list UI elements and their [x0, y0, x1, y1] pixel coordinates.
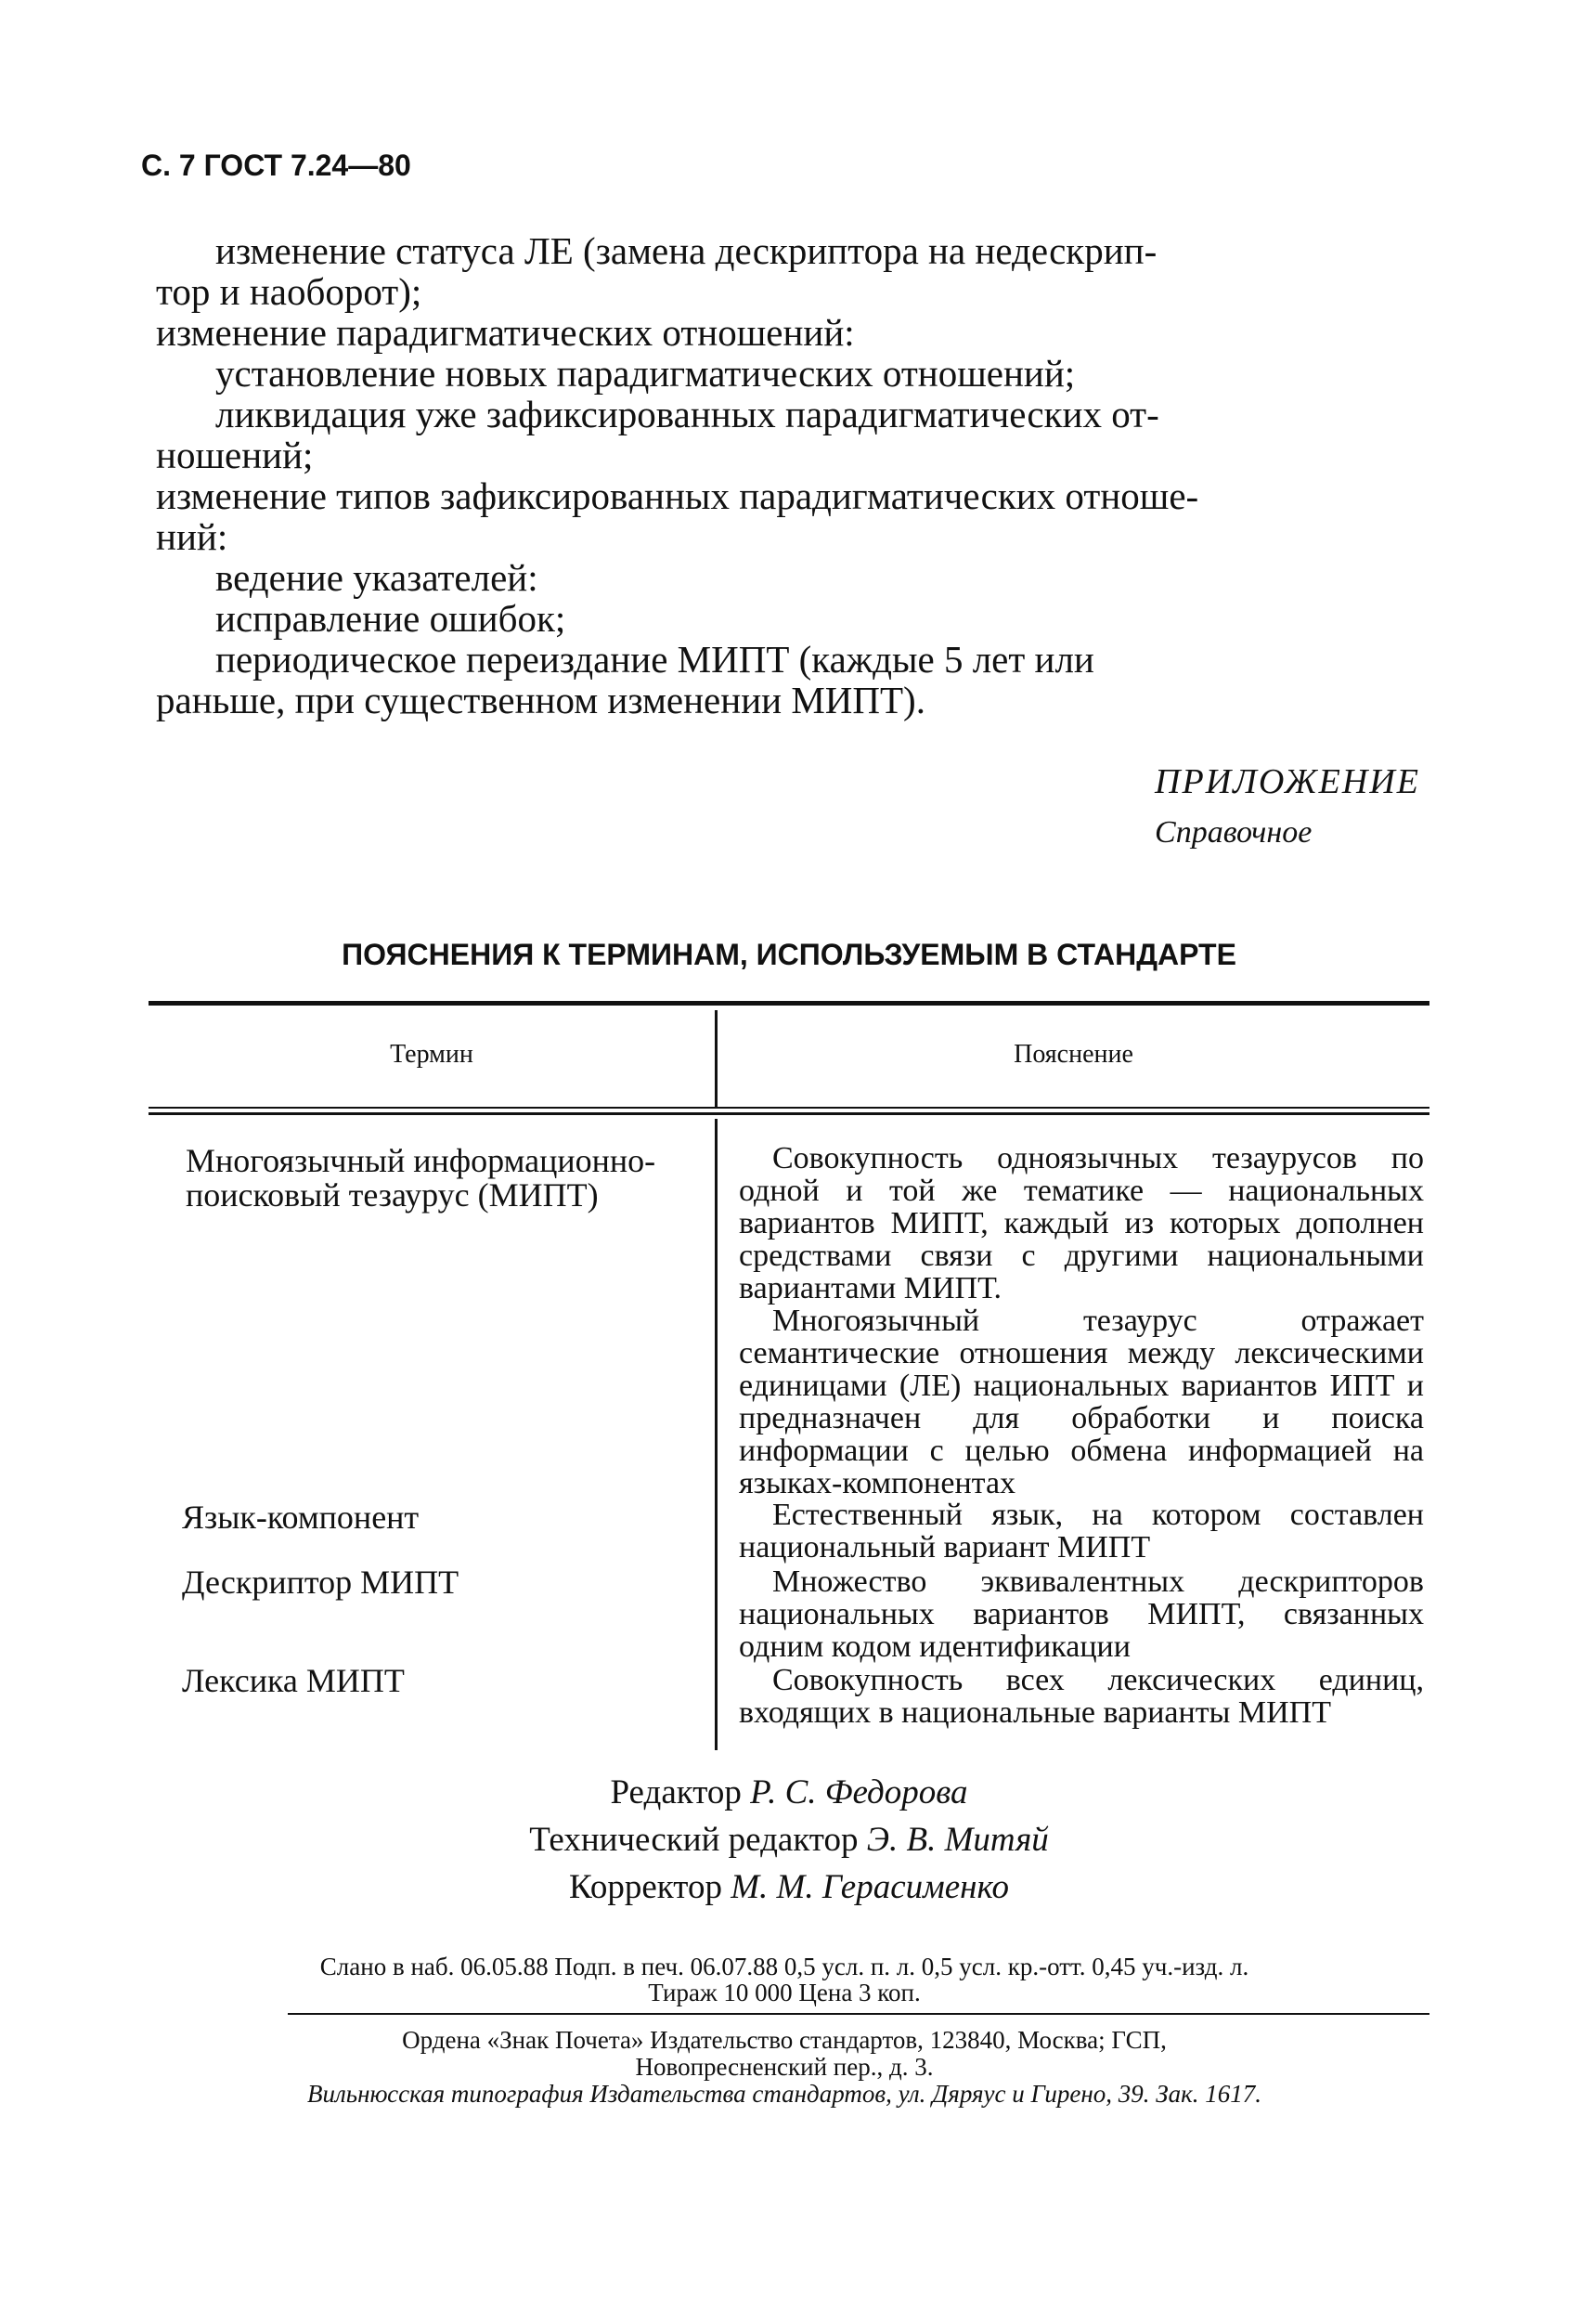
explanation-text: Многоязычный тезаурус отражает семантические отношения между лексическими единицами (ЛЕ) национальных вариантов ИПТ и предназначен для обработки и поиска информации с целью обмена информацией на языках-компонентах	[739, 1304, 1424, 1500]
body-line: исправление ошибок;	[215, 597, 566, 640]
body-line: ведение указателей:	[215, 556, 538, 599]
body-line: ношений;	[156, 434, 314, 476]
table-body-divider	[715, 1119, 718, 1750]
appendix-title: ПРИЛОЖЕНИЕ	[1155, 762, 1420, 801]
table-top-rule	[149, 1001, 1429, 1006]
editor-line	[0, 1863, 1578, 1911]
publisher-line: Вильнюсская типография Издательства стандартов, ул. Дяряус и Гирено, 39. Зак. 1617.	[307, 2080, 1261, 2108]
table-row-explanation	[739, 1664, 1424, 1729]
table-row-explanation	[739, 1142, 1424, 1500]
term-text: Многоязычный информационно- поисковый тезаурус (МИПТ)	[186, 1142, 656, 1214]
body-text	[156, 229, 1422, 721]
column-header-term: Термин	[390, 1040, 473, 1069]
table-title: ПОЯСНЕНИЯ К ТЕРМИНАМ, ИСПОЛЬЗУЕМЫМ В СТАНДАРТЕ	[342, 938, 1236, 971]
editor-line	[0, 1816, 1578, 1863]
publisher-line: Ордена «Знак Почета» Издательство стандартов, 123840, Москва; ГСП,	[402, 2026, 1167, 2054]
explanation-text: Совокупность одноязычных тезаурусов по одной и той же тематике — национальных вариантов МИПТ, каждый из которых дополнен средствами связи с другими национальными вариантами МИПТ.	[739, 1141, 1424, 1305]
body-line: тор и наоборот);	[156, 270, 422, 313]
table-row-term: Лексика МИПТ	[182, 1662, 405, 1699]
body-line: ликвидация уже зафиксированных парадигматических от-	[215, 393, 1159, 435]
explanation-text: Совокупность всех лексических единиц, входящих в национальные варианты МИПТ	[739, 1663, 1424, 1730]
explanation-text: Естественный язык, на котором составлен национальный вариант МИПТ	[739, 1498, 1424, 1564]
body-line: раньше, при существенном изменении МИПТ).	[156, 679, 925, 721]
body-line: изменение статуса ЛЕ (замена дескриптора на недескрип-	[215, 229, 1158, 272]
editor-name: М. М. Герасименко	[731, 1868, 1009, 1906]
editor-name: Р. С. Федорова	[750, 1773, 968, 1811]
imprint-line: Тираж 10 000 Цена 3 коп.	[648, 1979, 921, 2006]
imprint-line: Слано в наб. 06.05.88 Подп. в печ. 06.07.88 0,5 усл. п. л. 0,5 усл. кр.-отт. 0,45 уч.-изд. л.	[319, 1953, 1249, 1980]
editor-role: Технический редактор	[529, 1821, 867, 1859]
appendix-label	[1155, 761, 1420, 850]
editor-name: Э. В. Митяй	[866, 1821, 1049, 1859]
body-line: ний:	[156, 515, 228, 558]
table-row-term: Дескриптор МИПТ	[182, 1564, 459, 1601]
table-header-rule	[149, 1112, 1429, 1115]
table-row-explanation	[739, 1499, 1424, 1564]
body-line: периодическое переиздание МИПТ (каждые 5 лет или	[215, 638, 1094, 681]
table-row-explanation	[739, 1565, 1424, 1663]
body-line: изменение парадигматических отношений:	[156, 311, 855, 354]
editor-line	[0, 1769, 1578, 1816]
table-header-rule	[149, 1107, 1429, 1109]
appendix-subtitle: Справочное	[1155, 815, 1313, 850]
column-header-explanation: Пояснение	[1014, 1040, 1133, 1069]
publisher-line: Новопресненский пер., д. 3.	[635, 2053, 934, 2081]
editor-role: Редактор	[610, 1773, 751, 1811]
editors-block	[0, 1769, 1578, 1911]
page-header: С. 7 ГОСТ 7.24—80	[141, 149, 411, 182]
print-imprint	[139, 1954, 1429, 2006]
body-line: изменение типов зафиксированных парадигматических отноше-	[156, 474, 1199, 517]
editor-role: Корректор	[569, 1868, 731, 1906]
body-line: установление новых парадигматических отношений;	[215, 352, 1076, 395]
table-row-term	[186, 1144, 705, 1213]
publisher-block	[139, 2027, 1429, 2108]
explanation-text: Множество эквивалентных дескрипторов национальных вариантов МИПТ, связанных одним кодом идентификации	[739, 1564, 1424, 1664]
imprint-rule	[288, 2013, 1429, 2015]
table-row-term: Язык-компонент	[182, 1499, 420, 1536]
